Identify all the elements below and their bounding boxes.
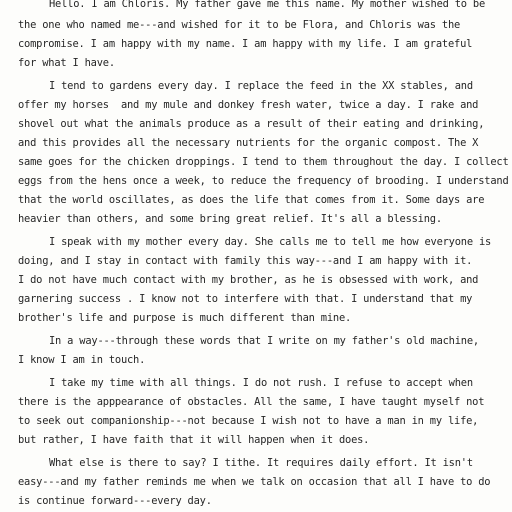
- text-line: doing, and I stay in contact with family this way---and I am happy with it.: [18, 255, 473, 267]
- text-line: eggs from the hens once a week, to reduce the frequency of brooding. I understand: [18, 175, 509, 187]
- text-line: is continue forward---every day.: [18, 495, 212, 507]
- text-line: heavier than others, and some bring great relief. It's all a blessing.: [18, 213, 442, 225]
- text-line: Hello. I am Chloris. My father gave me this name. My mother wished to be: [49, 0, 486, 10]
- text-line: I take my time with all things. I do not rush. I refuse to accept when: [49, 377, 473, 389]
- text-line: there is the apppearance of obstacles. All the same, I have taught myself not: [18, 396, 485, 408]
- text-line: same goes for the chicken droppings. I tend to them throughout the day. I collect: [18, 156, 509, 168]
- text-line: that the world oscillates, as does the life that comes from it. Some days are: [18, 194, 485, 206]
- text-line: compromise. I am happy with my name. I am happy with my life. I am grateful: [18, 38, 473, 50]
- text-line: In a way---through these words that I write on my father's old machine,: [49, 335, 479, 347]
- text-line: offer my horses and my mule and donkey fresh water, twice a day. I rake and: [18, 99, 479, 111]
- text-line: I speak with my mother every day. She calls me to tell me how everyone is: [49, 236, 492, 248]
- text-line: shovel out what the animals produce as a result of their eating and drinking,: [18, 118, 485, 130]
- text-line: for what I have.: [18, 57, 115, 69]
- text-line: garnering success . I know not to interfere with that. I understand that my: [18, 293, 473, 305]
- text-line: the one who named me---and wished for it to be Flora, and Chloris was the: [18, 19, 461, 31]
- text-line: I tend to gardens every day. I replace the feed in the XX stables, and: [49, 80, 473, 92]
- text-line: What else is there to say? I tithe. It requires daily effort. It isn't: [49, 457, 473, 469]
- text-line: and this provides all the necessary nutrients for the organic compost. The X: [18, 137, 479, 149]
- text-line: I do not have much contact with my brother, as he is obsessed with work, and: [18, 274, 479, 286]
- text-line: brother's life and purpose is much different than mine.: [18, 312, 352, 324]
- text-line: to seek out companionship---not because I wish not to have a man in my life,: [18, 415, 479, 427]
- text-line: I know I am in touch.: [18, 354, 146, 366]
- text-line: easy---and my father reminds me when we talk on occasion that all I have to do: [18, 476, 491, 488]
- text-line: but rather, I have faith that it will happen when it does.: [18, 434, 370, 446]
